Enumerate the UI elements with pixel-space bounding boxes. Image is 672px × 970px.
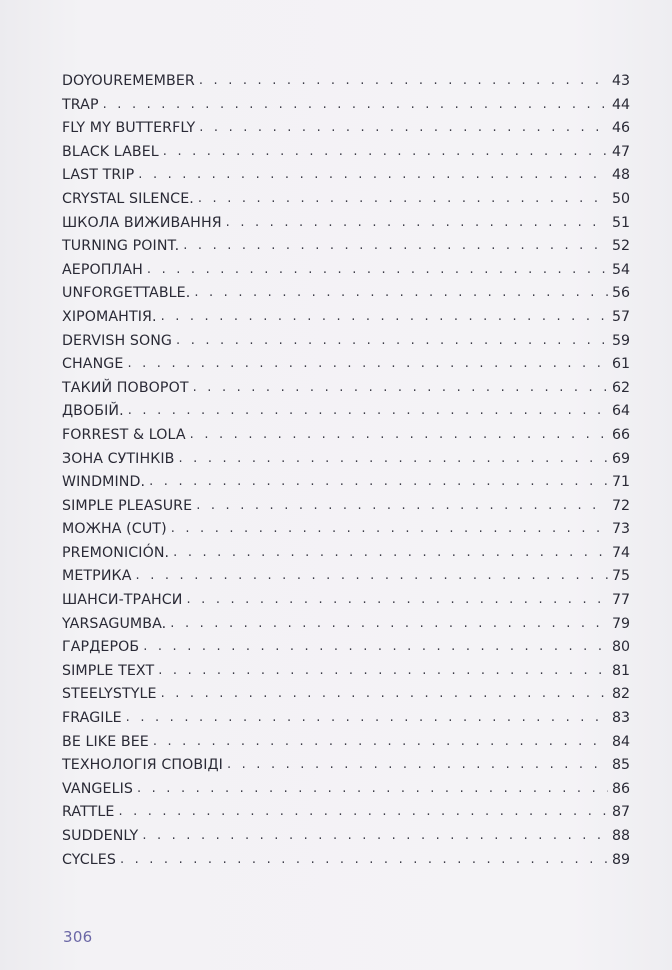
toc-entry-title: SUDDENLY (62, 828, 139, 844)
toc-entry-title: STEELYSTYLE (62, 686, 157, 703)
toc-entry-page: 80 (611, 639, 630, 656)
toc-entry (62, 94, 630, 118)
dot-leader (138, 163, 608, 187)
toc-entry-page: 51 (611, 214, 630, 231)
toc-entry (62, 613, 630, 637)
dot-leader (153, 730, 608, 754)
dot-leader (199, 69, 608, 93)
dot-leader (179, 447, 608, 471)
dot-leader (163, 140, 608, 164)
toc-entry-title: DERVISH SONG (62, 332, 173, 349)
toc-entry-page: 56 (611, 285, 630, 302)
dot-leader (193, 376, 608, 400)
dot-leader (170, 612, 608, 636)
toc-entry-page: 48 (611, 167, 630, 184)
toc-entry-page: 47 (611, 143, 630, 160)
toc-entry (62, 825, 630, 849)
toc-entry (62, 707, 630, 731)
toc-entry-page: 50 (611, 190, 630, 207)
dot-leader (128, 399, 608, 423)
toc-entry-page: 64 (611, 403, 630, 420)
toc-entry-title: VANGELIS (62, 780, 133, 797)
toc-entry-title: TRAP (62, 96, 99, 113)
toc-entry-title: ТАКИЙ ПОВОРОТ (62, 379, 189, 396)
toc-entry-page: 72 (611, 497, 630, 514)
dot-leader (190, 423, 608, 447)
toc-entry-title: PREMONICIÓN. (62, 544, 170, 561)
toc-entry (62, 731, 630, 755)
toc-entry-page: 66 (611, 426, 630, 443)
dot-leader (158, 659, 608, 683)
toc-entry-page: 69 (611, 450, 630, 467)
dot-leader (226, 211, 608, 235)
dot-leader (147, 258, 608, 282)
toc-entry (62, 259, 630, 283)
toc-entry-title: ГАРДЕРОБ (62, 639, 140, 656)
toc-entry (62, 565, 630, 589)
dot-leader (183, 234, 608, 258)
toc-entry (62, 589, 630, 613)
toc-entry (62, 235, 630, 259)
dot-leader (194, 281, 608, 305)
toc-entry-page: 43 (611, 73, 630, 89)
dot-leader (198, 187, 608, 211)
toc-entry-title: CRYSTAL SILENCE. (62, 190, 194, 207)
toc-entry-page: 57 (611, 308, 630, 325)
dot-leader (126, 706, 608, 730)
toc-entry-title: FRAGILE (62, 710, 122, 727)
toc-entry-title: YARSAGUMBA. (62, 615, 167, 632)
toc-entry (62, 212, 630, 236)
toc-entry (62, 117, 630, 141)
toc-entry-page: 44 (611, 96, 630, 113)
dot-leader (196, 494, 608, 518)
toc-entry (62, 849, 630, 873)
toc-entry-page: 88 (611, 828, 630, 844)
toc-entry (62, 424, 630, 448)
toc-entry-title: ШАНСИ-ТРАНСИ (62, 592, 183, 609)
toc-entry (62, 778, 630, 802)
table-of-contents (62, 70, 630, 872)
toc-entry-title: CYCLES (62, 851, 116, 868)
dot-leader (176, 329, 608, 353)
toc-entry-title: CHANGE (62, 356, 124, 373)
dot-leader (143, 635, 608, 659)
toc-entry-title: ДВОБІЙ. (62, 403, 124, 420)
dot-leader (127, 352, 607, 376)
toc-entry-title: МОЖНА (CUT) (62, 521, 167, 538)
toc-entry-page: 62 (611, 379, 630, 396)
toc-entry (62, 448, 630, 472)
toc-entry-page: 46 (611, 120, 630, 137)
toc-entry-page: 61 (611, 356, 630, 373)
toc-entry-title: SIMPLE TEXT (62, 662, 155, 679)
dot-leader (136, 564, 608, 588)
dot-leader (120, 848, 608, 872)
dot-leader (187, 588, 608, 612)
toc-entry (62, 400, 630, 424)
toc-entry-page: 87 (611, 804, 630, 821)
toc-entry-title: ШКОЛА ВИЖИВАННЯ (62, 214, 222, 231)
toc-entry-page: 73 (611, 521, 630, 538)
toc-entry-page: 54 (611, 261, 630, 278)
toc-entry (62, 141, 630, 165)
toc-entry-page: 75 (611, 568, 630, 585)
toc-entry (62, 471, 630, 495)
toc-entry-title: BE LIKE BEE (62, 733, 149, 750)
dot-leader (227, 753, 608, 777)
page-number: 306 (63, 928, 93, 946)
dot-leader (173, 541, 608, 565)
toc-entry-title: ХІРОМАНТІЯ. (62, 308, 157, 325)
dot-leader (171, 517, 608, 541)
toc-entry-title: МЕТРИКА (62, 568, 132, 585)
toc-entry-title: FORREST & LOLA (62, 426, 186, 443)
toc-entry-page: 83 (611, 710, 630, 727)
toc-entry-title: TURNING POINT. (62, 238, 180, 255)
toc-entry (62, 754, 630, 778)
toc-entry (62, 164, 630, 188)
toc-entry-title: ТЕХНОЛОГІЯ СПОВІДІ (62, 757, 223, 774)
toc-entry-page: 71 (611, 474, 630, 491)
toc-entry-page: 79 (611, 615, 630, 632)
dot-leader (142, 824, 608, 848)
toc-entry (62, 542, 630, 566)
toc-entry-title: RATTLE (62, 804, 115, 821)
toc-entry-title: АЕРОПЛАН (62, 261, 143, 278)
toc-entry (62, 282, 630, 306)
toc-entry (62, 306, 630, 330)
toc-entry (62, 518, 630, 542)
toc-entry-title: FLY MY BUTTERFLY (62, 120, 196, 137)
toc-entry (62, 353, 630, 377)
toc-entry (62, 70, 630, 94)
toc-entry-title: LAST TRIP (62, 167, 135, 184)
dot-leader (118, 800, 608, 824)
toc-entry-title: SIMPLE PLEASURE (62, 497, 193, 514)
toc-entry-page: 81 (611, 662, 630, 679)
toc-entry-page: 52 (611, 238, 630, 255)
toc-entry (62, 188, 630, 212)
toc-entry (62, 683, 630, 707)
dot-leader (161, 682, 608, 706)
toc-entry-page: 89 (611, 851, 630, 868)
toc-entry-title: DOYOUREMEMBER (62, 73, 195, 89)
toc-entry-title: UNFORGETTABLE. (62, 285, 191, 302)
toc-entry-page: 77 (611, 592, 630, 609)
toc-entry (62, 495, 630, 519)
toc-entry-title: BLACK LABEL (62, 143, 159, 160)
dot-leader (149, 470, 608, 494)
dot-leader (103, 93, 608, 117)
toc-entry-page: 84 (611, 733, 630, 750)
dot-leader (199, 116, 608, 140)
toc-entry (62, 636, 630, 660)
toc-entry (62, 660, 630, 684)
toc-entry-page: 85 (611, 757, 630, 774)
toc-entry-page: 82 (611, 686, 630, 703)
toc-entry (62, 801, 630, 825)
dot-leader (161, 305, 608, 329)
toc-entry-title: ЗОНА СУТІНКІВ (62, 450, 175, 467)
toc-entry-page: 74 (611, 544, 630, 561)
toc-entry-title: WINDMIND. (62, 474, 146, 491)
toc-entry-page: 59 (611, 332, 630, 349)
dot-leader (137, 777, 608, 801)
toc-entry-page: 86 (611, 780, 630, 797)
toc-entry (62, 330, 630, 354)
toc-entry (62, 377, 630, 401)
